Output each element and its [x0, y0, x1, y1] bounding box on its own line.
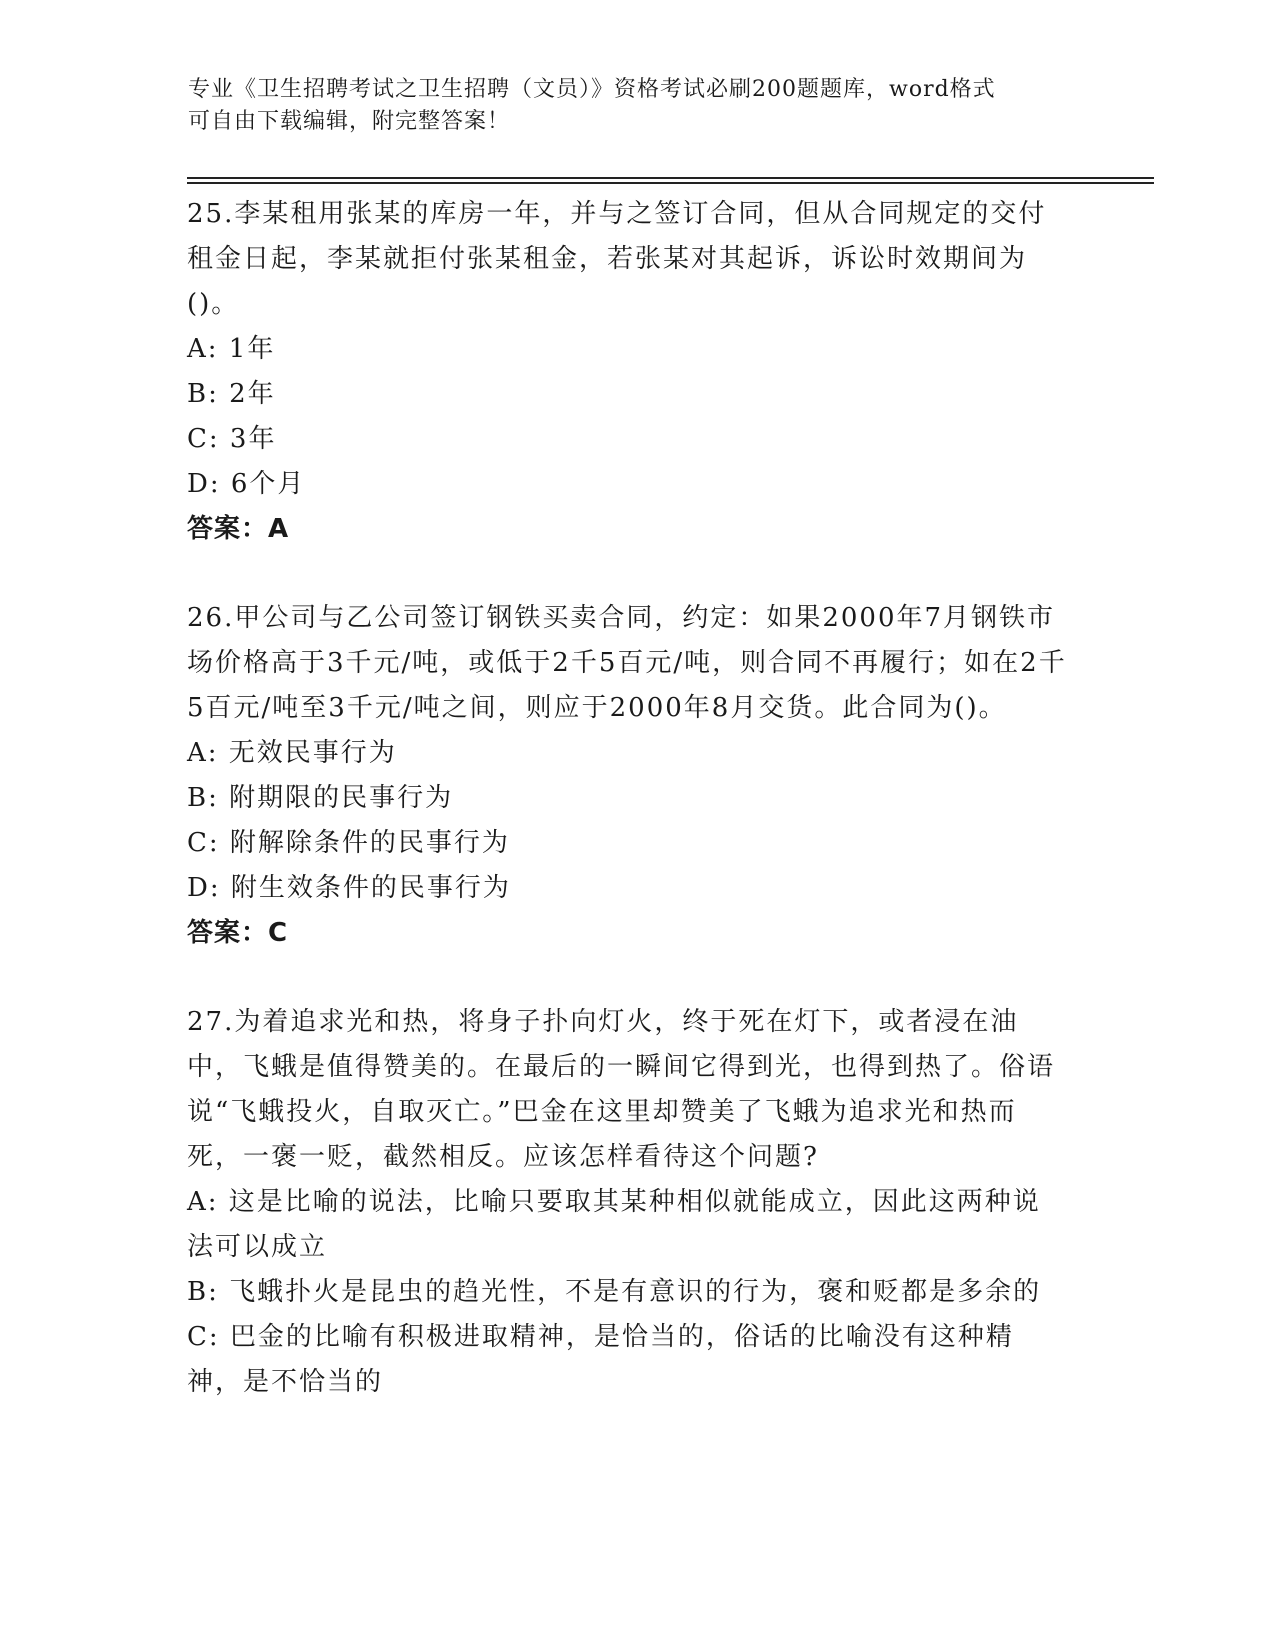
- option-c: C: 巴金的比喻有积极进取精神，是恰当的，俗话的比喻没有这种精神，是不恰当的: [187, 1322, 1014, 1397]
- answer-line: 答案：A: [187, 514, 290, 544]
- question-stem: 26.甲公司与乙公司签订钢铁买卖合同，约定：如果2000年7月钢铁市场价格高于3千元/吨，或低于2千5百元/吨，则合同不再履行；如在2千5百元/吨至3千元/吨之间，则应于2000年8月交货。此合同为()。: [187, 603, 1067, 723]
- option-b: B: 飞蛾扑火是昆虫的趋光性，不是有意识的行为，褒和贬都是多余的: [187, 1277, 1042, 1307]
- option-a: A: 1年: [187, 334, 276, 364]
- question-27: [187, 1000, 1067, 1405]
- header-title-line-2: 可自由下载编辑，附完整答案！: [188, 109, 511, 134]
- option-c: C: 附解除条件的民事行为: [187, 828, 510, 858]
- answer-line: 答案：C: [187, 918, 289, 948]
- question-spacer: [187, 552, 1067, 596]
- document-header: [188, 74, 1068, 138]
- option-b: B: 2年: [187, 379, 276, 409]
- option-c: C: 3年: [187, 424, 277, 454]
- header-divider-top: [187, 177, 1154, 179]
- option-a: A: 这是比喻的说法，比喻只要取其某种相似就能成立，因此这两种说法可以成立: [187, 1187, 1041, 1262]
- header-title-line-1: 专业《卫生招聘考试之卫生招聘（文员）》资格考试必刷200题题库，word格式: [188, 77, 996, 102]
- header-divider-bottom: [187, 182, 1154, 184]
- option-d: D: 附生效条件的民事行为: [187, 873, 511, 903]
- question-stem: 27.为着追求光和热，将身子扑向灯火，终于死在灯下，或者浸在油中，飞蛾是值得赞美的。在最后的一瞬间它得到光，也得到热了。俗语说“飞蛾投火，自取灭亡。”巴金在这里却赞美了飞蛾为追求光和热而死，一褒一贬，截然相反。应该怎样看待这个问题?: [187, 1007, 1056, 1172]
- question-25: [187, 192, 1067, 552]
- question-stem: 25.李某租用张某的库房一年，并与之签订合同，但从合同规定的交付租金日起，李某就拒付张某租金，若张某对其起诉，诉讼时效期间为()。: [187, 199, 1047, 319]
- option-b: B: 附期限的民事行为: [187, 783, 454, 813]
- option-d: D: 6个月: [187, 469, 306, 499]
- question-list: [187, 192, 1067, 1405]
- option-a: A: 无效民事行为: [187, 738, 397, 768]
- question-26: [187, 596, 1067, 956]
- question-spacer: [187, 956, 1067, 1000]
